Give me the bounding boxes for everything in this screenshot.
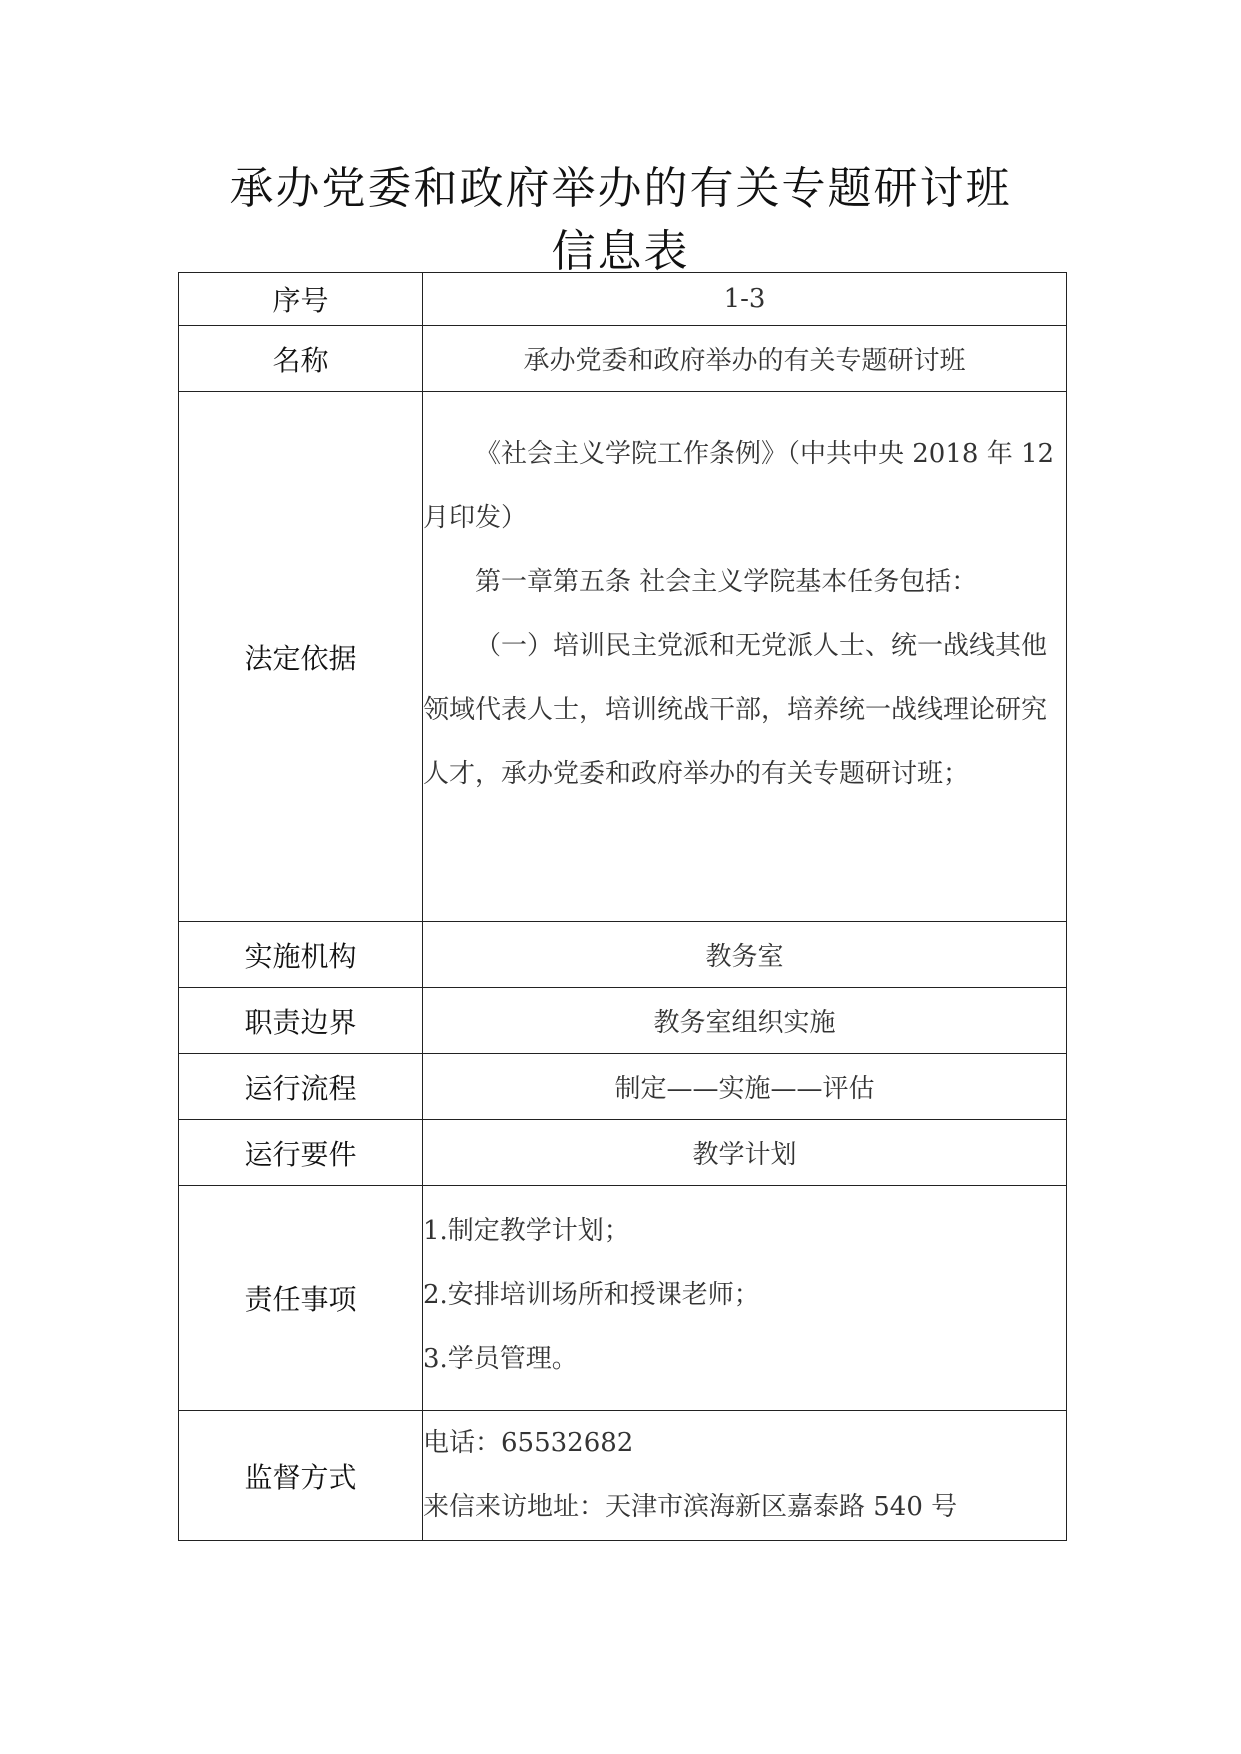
serial-value: 1-3 (423, 273, 1067, 326)
legal-basis-paragraph: 第一章第五条 社会主义学院基本任务包括： (475, 567, 978, 597)
duties-label: 责任事项 (179, 1186, 423, 1411)
table-row-process (179, 1054, 1067, 1120)
duty-item: 3.学员管理。 (423, 1344, 578, 1374)
process-label: 运行流程 (179, 1054, 423, 1120)
table-row-responsibility-boundary (179, 988, 1067, 1054)
duty-item: 2.安排培训场所和授课老师； (423, 1280, 760, 1310)
legal-basis-value (423, 392, 1067, 922)
institution-value: 教务室 (423, 922, 1067, 988)
serial-label: 序号 (179, 273, 423, 326)
supervision-address: 来信来访地址：天津市滨海新区嘉泰路 540 号 (423, 1492, 958, 1522)
table-row-institution (179, 922, 1067, 988)
requirements-value: 教学计划 (423, 1120, 1067, 1186)
duty-item: 1.制定教学计划； (423, 1216, 630, 1246)
table-row-supervision (179, 1411, 1067, 1541)
legal-basis-label: 法定依据 (179, 392, 423, 922)
responsibility-boundary-value: 教务室组织实施 (423, 988, 1067, 1054)
supervision-phone: 电话：65532682 (423, 1428, 634, 1458)
table-row-name (179, 326, 1067, 392)
name-value: 承办党委和政府举办的有关专题研讨班 (423, 326, 1067, 392)
table-row-serial (179, 273, 1067, 326)
table-row-requirements (179, 1120, 1067, 1186)
table-row-legal-basis (179, 392, 1067, 922)
institution-label: 实施机构 (179, 922, 423, 988)
legal-basis-paragraph: 《社会主义学院工作条例》（中共中央 2018 年 12 月印发） (423, 439, 1055, 533)
document-title-line1: 承办党委和政府举办的有关专题研讨班 (229, 163, 1012, 214)
supervision-label: 监督方式 (179, 1411, 423, 1541)
document-title-line2: 信息表 (551, 226, 690, 277)
legal-basis-paragraph: （一）培训民主党派和无党派人士、统一战线其他领域代表人士，培训统战干部，培养统一战线理论研究人才，承办党委和政府举办的有关专题研讨班； (423, 631, 1048, 789)
name-label: 名称 (179, 326, 423, 392)
process-value: 制定——实施——评估 (423, 1054, 1067, 1120)
duties-value (423, 1186, 1067, 1411)
table-row-duties (179, 1186, 1067, 1411)
requirements-label: 运行要件 (179, 1120, 423, 1186)
responsibility-boundary-label: 职责边界 (179, 988, 423, 1054)
info-table (178, 272, 1067, 1541)
supervision-value (423, 1411, 1067, 1541)
